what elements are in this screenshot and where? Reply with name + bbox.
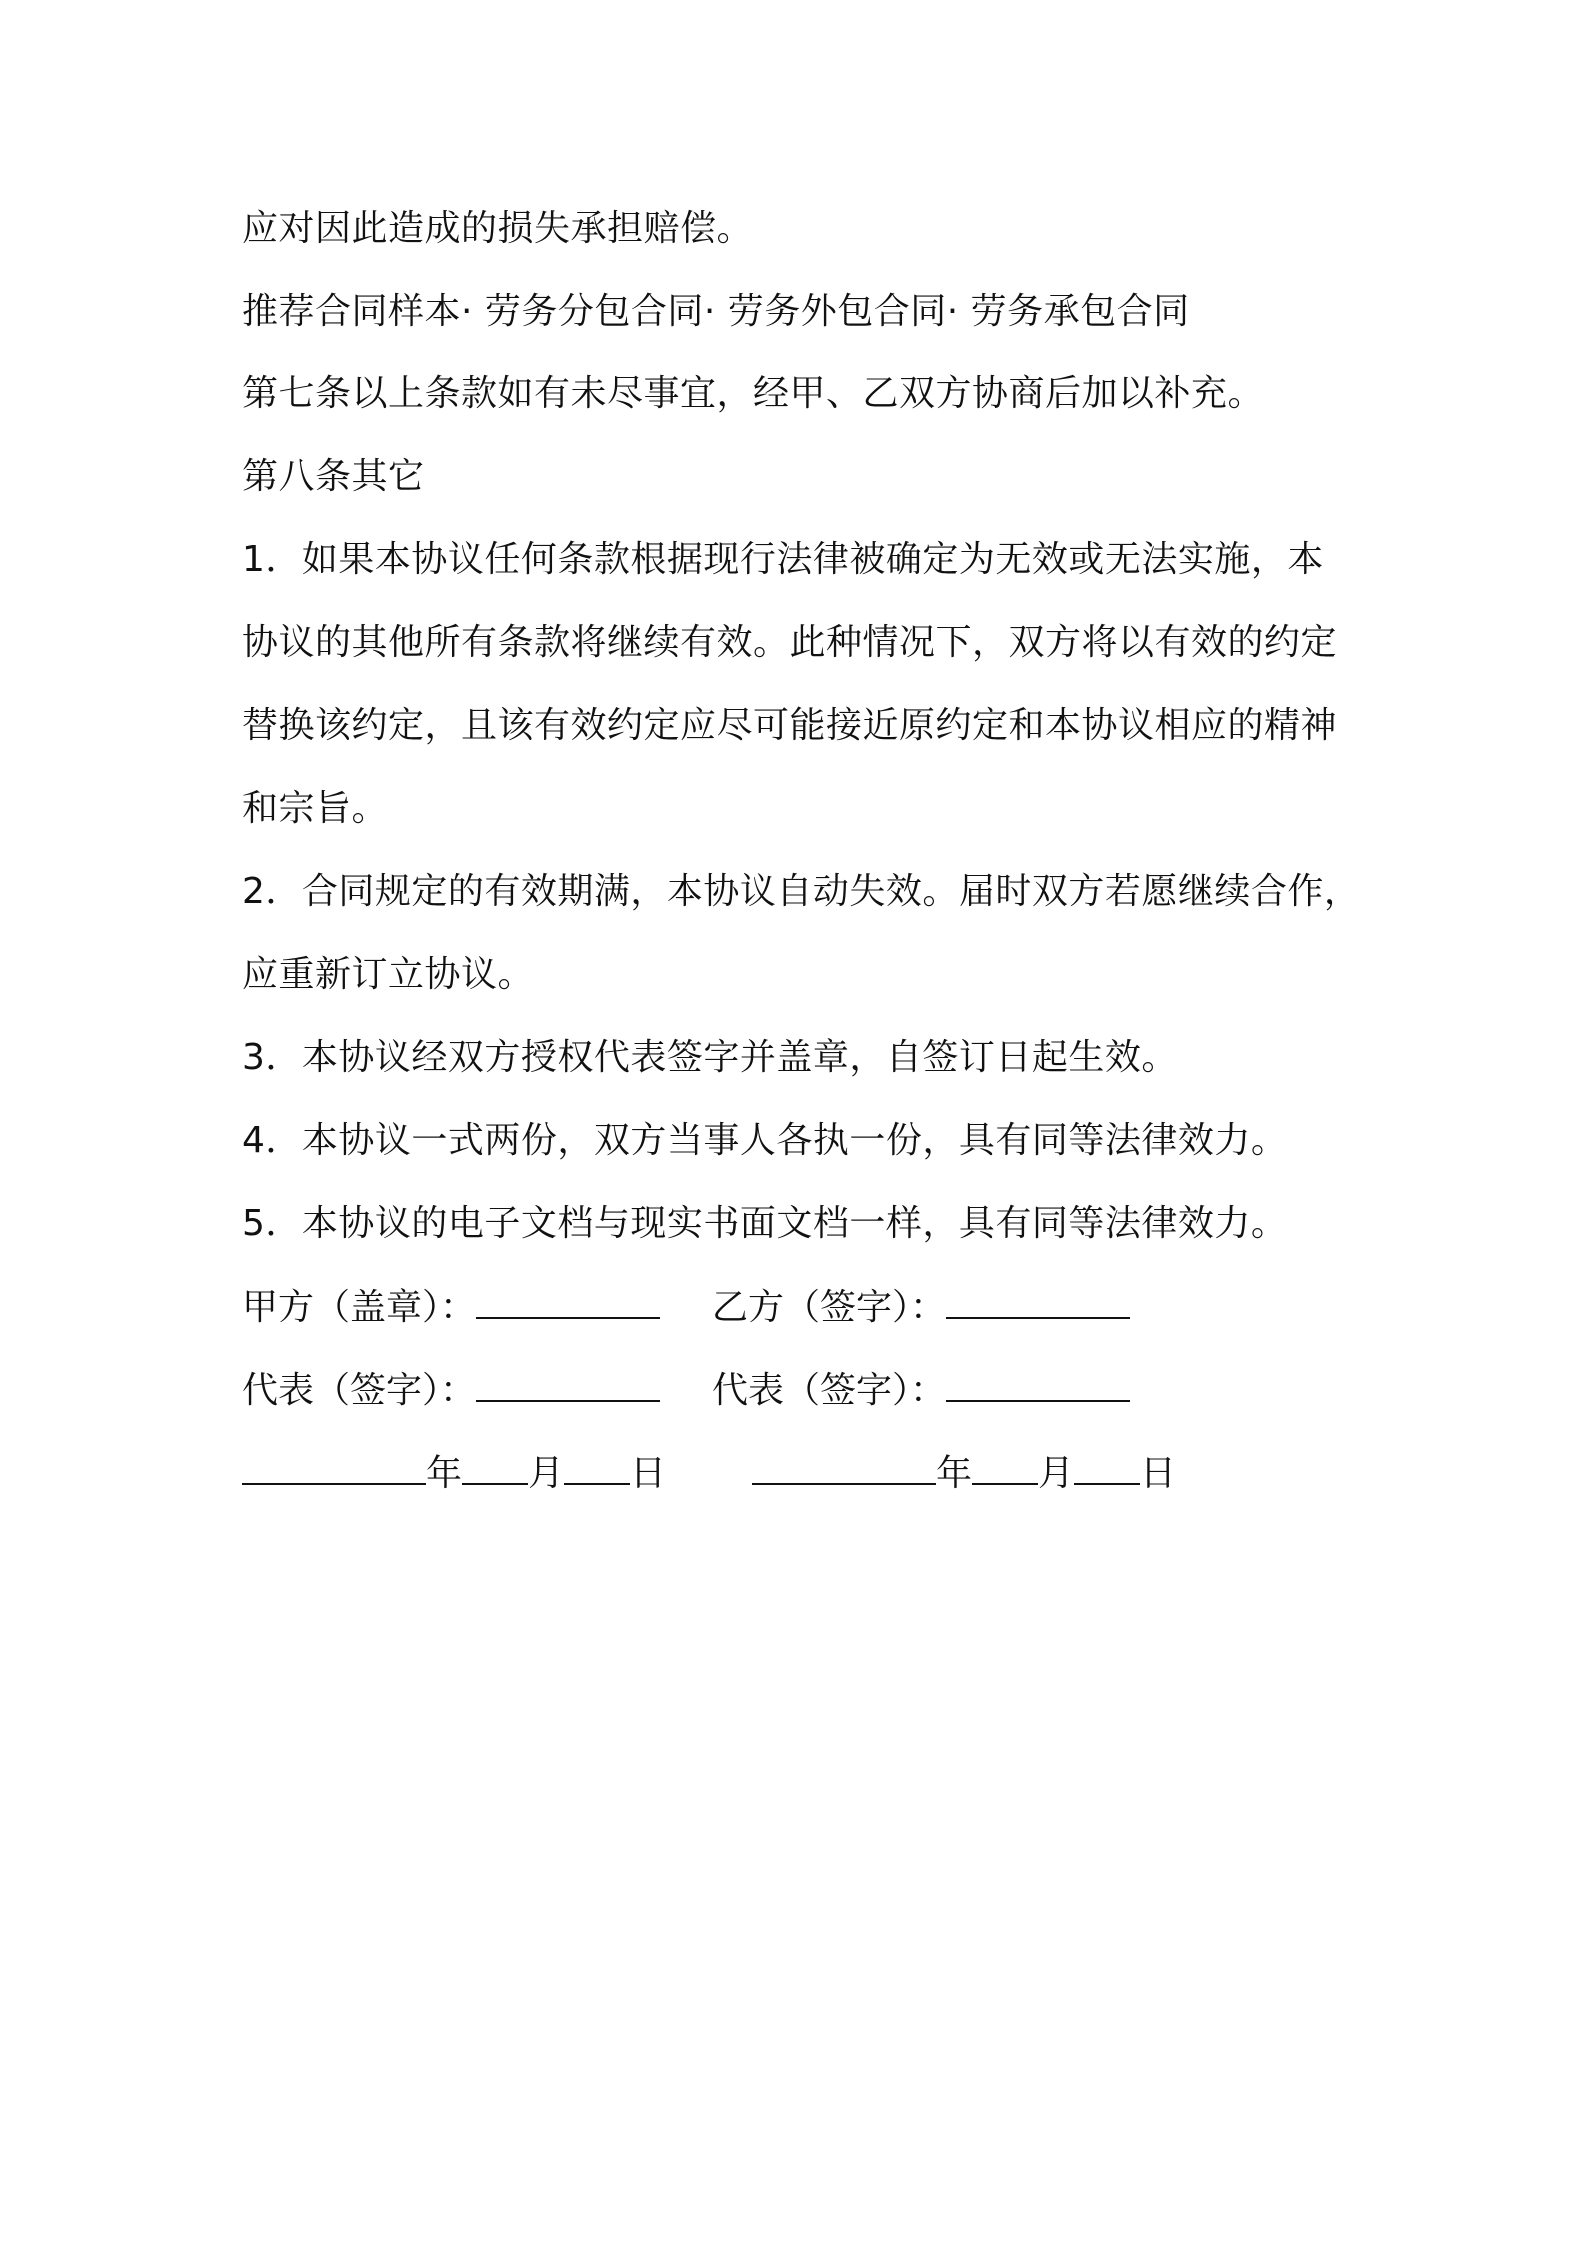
clause-1-line-3: 替换该约定，且该有效约定应尽可能接近原约定和本协议相应的精神: [242, 705, 1338, 746]
party-b-signature: [712, 1283, 1130, 1332]
day-blank: [1074, 1449, 1140, 1485]
year-label: 年: [936, 1453, 973, 1494]
clause-1-line-2: 协议的其他所有条款将继续有效。此种情况下，双方将以有效的约定: [242, 622, 1338, 663]
paragraph-line: 应对因此造成的损失承担赔偿。: [242, 208, 754, 249]
day-label: 日: [1140, 1453, 1177, 1494]
rep-b-signature: [712, 1366, 1130, 1415]
month-blank: [972, 1449, 1038, 1485]
rep-a-label: 代表（签字）：: [242, 1370, 477, 1411]
recommended-contracts-line: 推荐合同样本· 劳务分包合同· 劳务外包合同· 劳务承包合同: [242, 291, 1190, 332]
clause-4: 4．本协议一式两份，双方当事人各执一份，具有同等法律效力。: [242, 1120, 1288, 1161]
clause-1-line-1: 1．如果本协议任何条款根据现行法律被确定为无效或无法实施，本: [242, 539, 1324, 580]
clause-5: 5．本协议的电子文档与现实书面文档一样，具有同等法律效力。: [242, 1203, 1288, 1244]
article-seven: 第七条以上条款如有未尽事宜，经甲、乙双方协商后加以补充。: [242, 373, 1265, 414]
clause-2-line-1: 2．合同规定的有效期满，本协议自动失效。届时双方若愿继续合作，: [242, 871, 1361, 912]
party-a-signature: [242, 1283, 660, 1332]
clause-2-line-2: 应重新订立协议。: [242, 954, 535, 995]
day-label: 日: [630, 1453, 667, 1494]
year-label: 年: [426, 1453, 463, 1494]
article-eight-heading: 第八条其它: [242, 456, 425, 497]
party-b-blank: [946, 1283, 1130, 1319]
party-a-blank: [476, 1283, 660, 1319]
party-b-label: 乙方（签字）：: [712, 1287, 947, 1328]
rep-a-signature: [242, 1366, 660, 1415]
party-a-label: 甲方（盖章）：: [242, 1287, 477, 1328]
month-blank: [462, 1449, 528, 1485]
party-a-date: [242, 1449, 666, 1498]
rep-a-blank: [476, 1366, 660, 1402]
year-blank: [242, 1449, 426, 1485]
day-blank: [564, 1449, 630, 1485]
year-blank: [752, 1449, 936, 1485]
clause-3: 3．本协议经双方授权代表签字并盖章，自签订日起生效。: [242, 1037, 1178, 1078]
month-label: 月: [1038, 1453, 1075, 1494]
party-b-date: [752, 1449, 1176, 1498]
clause-1-line-4: 和宗旨。: [242, 788, 389, 829]
rep-b-blank: [946, 1366, 1130, 1402]
month-label: 月: [528, 1453, 565, 1494]
rep-b-label: 代表（签字）：: [712, 1370, 947, 1411]
